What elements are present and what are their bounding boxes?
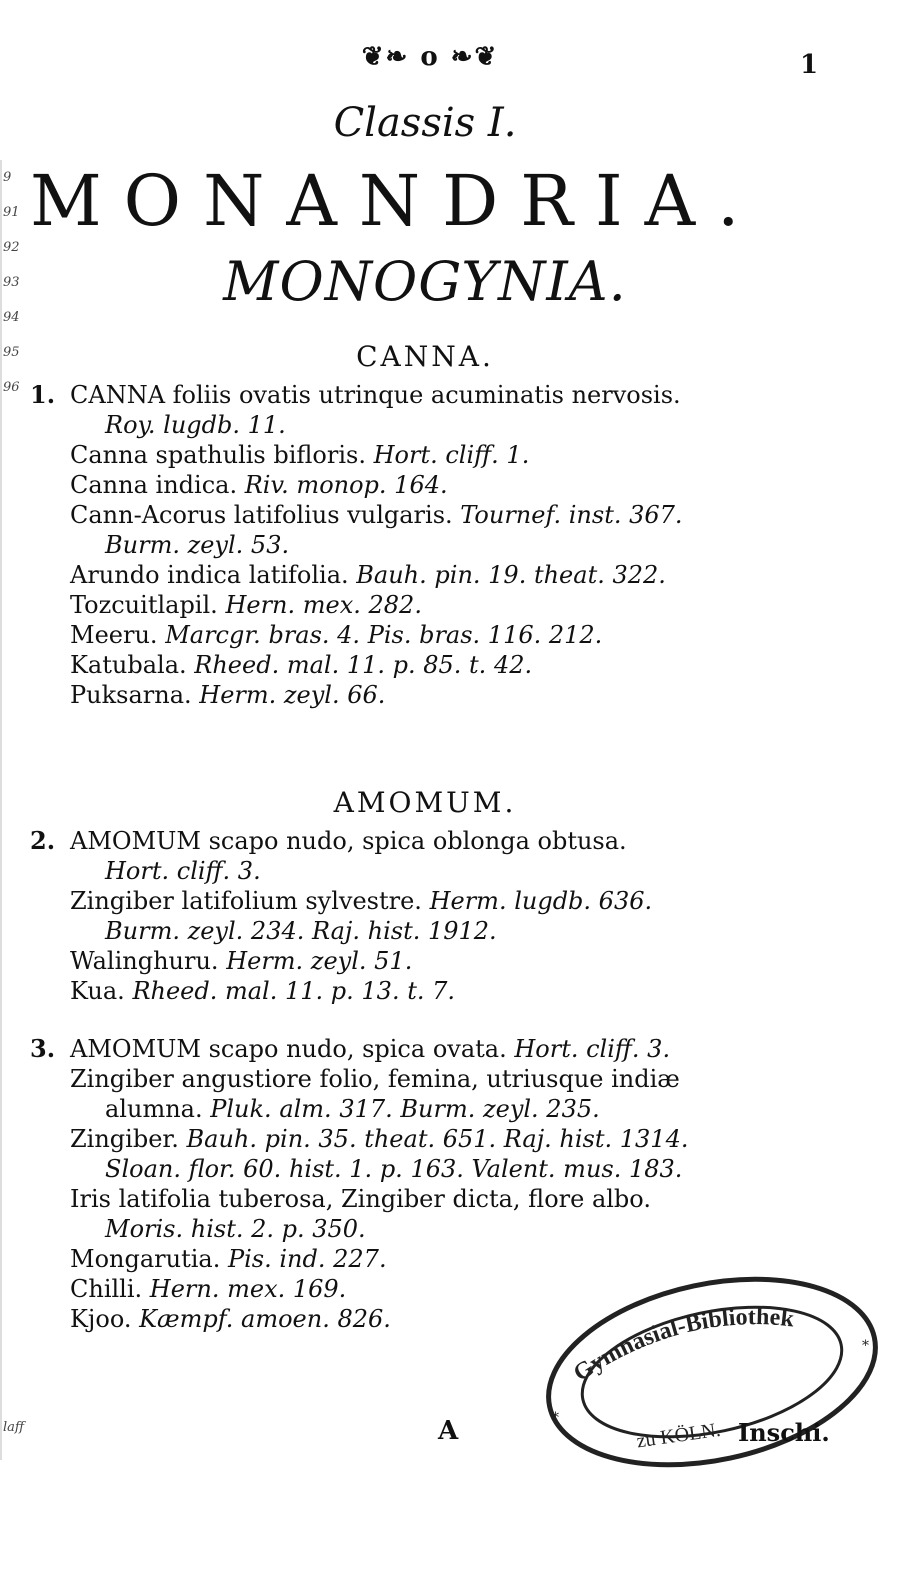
synonym-line <box>30 1124 830 1154</box>
species-number: 1. <box>30 380 56 409</box>
citation: Pis. ind. 227. <box>227 1245 387 1273</box>
reference-line <box>30 916 830 946</box>
class-title: MONANDRIA. <box>30 160 762 242</box>
synonym: Zingiber angustiore folio, femina, utriusque indiæ <box>70 1065 680 1093</box>
genus-heading-canna: CANNA. <box>356 340 494 373</box>
citation: Burm. zeyl. 53. <box>105 531 290 559</box>
synonym-line <box>30 1064 830 1094</box>
canna-entries <box>30 380 830 710</box>
species-diagnosis: AMOMUM scapo nudo, spica ovata. <box>70 1035 507 1063</box>
citation: Herm. zeyl. 51. <box>226 947 413 975</box>
synonym: Cann-Acorus latifolius vulgaris. <box>70 501 453 529</box>
synonym-line <box>30 500 830 530</box>
citation: Hort. cliff. 3. <box>105 857 261 885</box>
synonym: Canna spathulis bifloris. <box>70 441 366 469</box>
species-number: 3. <box>30 1034 56 1063</box>
synonym: Mongarutia. <box>70 1245 221 1273</box>
synonym-line <box>30 946 830 976</box>
synonym: Arundo indica latifolia. <box>70 561 349 589</box>
gutter-mark: 92 <box>3 240 20 255</box>
synonym-line <box>30 976 830 1006</box>
section-gap <box>30 1006 830 1034</box>
species-number: 2. <box>30 826 56 855</box>
synonym: Zingiber latifolium sylvestre. <box>70 887 422 915</box>
synonym: Kjoo. <box>70 1305 132 1333</box>
synonym: Zingiber. <box>70 1125 179 1153</box>
gutter-mark: 91 <box>3 205 20 220</box>
reference-line <box>30 1094 830 1124</box>
header-ornament: ❦❧ o ❧❦ <box>361 42 499 72</box>
synonym-line <box>30 1184 830 1214</box>
synonym: Iris latifolia tuberosa, Zingiber dicta, flore albo. <box>70 1185 651 1213</box>
svg-text:*: * <box>862 1338 869 1354</box>
stamp-graphic <box>540 1272 884 1472</box>
stamp-subtext: zu KÖLN. <box>635 1418 722 1453</box>
reference-line <box>30 410 830 440</box>
page-number: 1 <box>800 50 819 80</box>
gutter-mark: 93 <box>3 275 20 290</box>
signature-mark: A <box>438 1416 459 1446</box>
synonym-line <box>30 620 830 650</box>
svg-text:Gymnasial-Bibliothek <box>569 1304 796 1387</box>
citation: Kæmpf. amoen. 826. <box>139 1305 391 1333</box>
species-entry <box>30 826 830 856</box>
citation: Hern. mex. 169. <box>149 1275 347 1303</box>
synonym: Canna indica. <box>70 471 238 499</box>
stamp-text: Gymnasial-Bibliothek <box>569 1304 796 1387</box>
gutter-mark: 94 <box>3 310 20 325</box>
synonym: Walinghuru. <box>70 947 219 975</box>
svg-text:*: * <box>552 1410 559 1426</box>
synonym: Tozcuitlapil. <box>70 591 218 619</box>
citation: Hort. cliff. 3. <box>514 1035 671 1063</box>
synonym-line <box>30 1244 830 1274</box>
citation: Burm. zeyl. 234. Raj. hist. 1912. <box>105 917 497 945</box>
reference-line <box>30 856 830 886</box>
synonym-line <box>30 560 830 590</box>
citation: Roy. lugdb. 11. <box>105 411 286 439</box>
species-diagnosis: CANNA foliis ovatis utrinque acuminatis nervosis. <box>70 381 681 409</box>
gutter-mark: laff <box>3 1420 25 1435</box>
amomum-entries <box>30 826 830 1334</box>
synonym: Kua. <box>70 977 125 1005</box>
synonym-line <box>30 470 830 500</box>
gutter-mark: 95 <box>3 345 20 360</box>
catchword: Inschi. <box>738 1418 830 1447</box>
reference-line <box>30 1154 830 1184</box>
citation: Sloan. flor. 60. hist. 1. p. 163. Valent. mus. 183. <box>105 1155 683 1183</box>
gutter-mark: 9 <box>3 170 12 185</box>
citation: Riv. monop. 164. <box>244 471 448 499</box>
genus-heading-amomum: AMOMUM. <box>333 786 517 819</box>
reference-line <box>30 1214 830 1244</box>
citation: Hort. cliff. 1. <box>373 441 530 469</box>
classis-heading: Classis I. <box>333 100 517 146</box>
synonym-line <box>30 680 830 710</box>
synonym-line <box>30 440 830 470</box>
citation: Bauh. pin. 35. theat. 651. Raj. hist. 1314. <box>186 1125 689 1153</box>
library-stamp <box>540 1272 884 1472</box>
order-title: MONOGYNIA. <box>223 250 627 313</box>
synonym: Katubala. <box>70 651 187 679</box>
citation: Herm. zeyl. 66. <box>199 681 386 709</box>
citation: Marcgr. bras. 4. Pis. bras. 116. 212. <box>165 621 603 649</box>
synonym-line <box>30 886 830 916</box>
synonym-line <box>30 590 830 620</box>
synonym: Puksarna. <box>70 681 192 709</box>
citation: Bauh. pin. 19. theat. 322. <box>356 561 666 589</box>
citation: Pluk. alm. 317. Burm. zeyl. 235. <box>210 1095 600 1123</box>
citation: Tournef. inst. 367. <box>460 501 683 529</box>
synonym-line <box>30 650 830 680</box>
citation: Moris. hist. 2. p. 350. <box>105 1215 366 1243</box>
citation: Rheed. mal. 11. p. 13. t. 7. <box>132 977 456 1005</box>
species-diagnosis: AMOMUM scapo nudo, spica oblonga obtusa. <box>70 827 627 855</box>
citation: Hern. mex. 282. <box>225 591 422 619</box>
species-entry <box>30 1034 830 1064</box>
citation: Herm. lugdb. 636. <box>429 887 653 915</box>
synonym-continuation: alumna. <box>105 1095 203 1123</box>
synonym: Meeru. <box>70 621 158 649</box>
citation: Rheed. mal. 11. p. 85. t. 42. <box>194 651 533 679</box>
synonym: Chilli. <box>70 1275 143 1303</box>
gutter-mark: 96 <box>3 380 20 395</box>
reference-line <box>30 530 830 560</box>
species-entry <box>30 380 830 410</box>
